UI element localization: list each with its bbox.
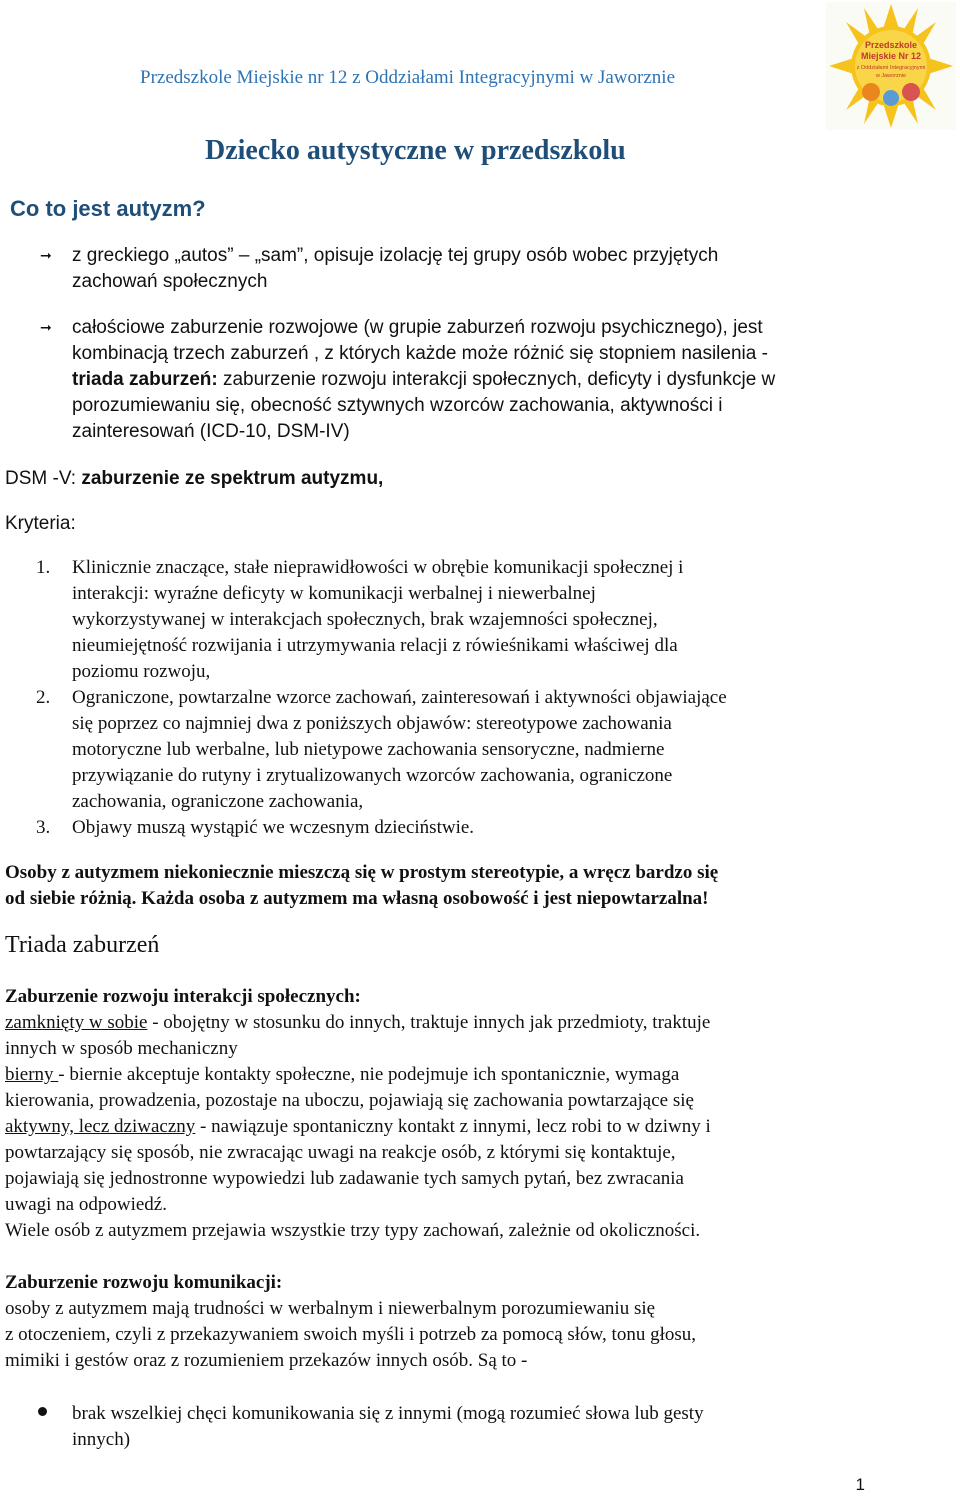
definition-item-2 [72,315,902,445]
logo-line-1: Przedszkole [864,40,918,50]
definition-line: kombinacją trzech zaburzeń , z których każde może różnić się stopniem nasilenia - [72,343,768,364]
logo-line-4: w Jaworznie [875,73,907,79]
type-closed: zamknięty w sobie - obojętny w stosunku do innych, traktuje innych jak przedmioty, traktuje [5,1012,711,1033]
definition-item-1 [72,243,902,295]
social-section: Zaburzenie rozwoju interakcji społecznych: zamknięty w sobie - obojętny w stosunku do innych, traktuje innych jak przedmioty, traktuje innych w sposób mechaniczny bierny - biernie akceptuje kontakty społeczne, nie podejmuje ich spontanicznie, wymaga kierowania, prowadzenia, pozostaje na uboczu, pojawiają się zachowania powtarzające się aktywny, lecz dziwaczny - nawiązuje spontaniczny kontakt z innymi, lecz robi to w dziwny i powtarzający się sposób, nie zwracając uwagi na reakcje osób, z którymi się kontaktuje, pojawiają się jednostronne wypowiedzi lub zadawanie tych samych pytań, bez zwracania uwagi na odpowiedź. Wiele osób z autyzmem przejawia wszystkie trzy typy zachowań, zależnie od okoliczności. [5,984,905,1244]
document-title: Dziecko autystyczne w przedszkolu [205,135,626,166]
triada-heading: Triada zaburzeń [5,932,160,958]
criteria-number: 1. [36,557,51,578]
social-summary: Wiele osób z autyzmem przejawia wszystkie trzy typy zachowań, zależnie od okoliczności. [5,1220,701,1241]
logo-line-2: Miejskie Nr 12 [860,51,922,61]
school-logo [826,2,956,130]
question-heading: Co to jest autyzm? [10,196,206,221]
criterion-2: Ograniczone, powtarzalne wzorce zachowań, zainteresowań i aktywności objawiające się poprzez co najmniej dwa z poniższych objawów: stereotypowe zachowania motoryczne lub werbalne, lub nietypowe zachowania sensoryczne, nadmierne przywiązanie do rutyny i zrytualizowanych wzorców zachowania, ograniczone zachowania, ograniczone zachowania, [72,687,727,812]
emphasis-paragraph: Osoby z autyzmem niekoniecznie mieszczą się w prostym stereotypie, a wręcz bardzo się od siebie różnią. Każda osoba z autyzmem ma własną osobowość i jest niepowtarzalna! [5,862,719,909]
definition-line: całościowe zaburzenie rozwojowe (w grupie zaburzeń rozwoju psychicznego), jest [72,317,763,338]
school-name-header: Przedszkole Miejskie nr 12 z Oddziałami Integracyjnymi w Jaworznie [140,67,675,88]
bullet-icon [38,1407,47,1416]
type-active-odd: aktywny, lecz dziwaczny - nawiązuje spontaniczny kontakt z innymi, lecz robi to w dziwny i [5,1116,711,1137]
bullet-item: brak wszelkiej chęci komunikowania się z innymi (mogą rozumieć słowa lub gesty innych) [72,1403,704,1450]
arrow-right-icon: ➞ [40,320,52,336]
logo-line-3: z Oddziałami Integracyjnymi [856,65,926,71]
triad-term: triada zaburzeń: [72,369,218,390]
definition-line: porozumiewaniu się, obecność sztywnych wzorców zachowania, aktywności i [72,395,723,416]
type-passive: bierny - biernie akceptuje kontakty społeczne, nie podejmuje ich spontanicznie, wymaga [5,1064,680,1085]
communication-heading: Zaburzenie rozwoju komunikacji: [5,1272,283,1293]
definition-line: z greckiego „autos” – „sam”, opisuje izolację tej grupy osób wobec przyjętych [72,245,719,266]
arrow-right-icon: ➞ [40,248,52,264]
criteria-label: Kryteria: [5,513,76,534]
criteria-number: 3. [36,817,51,838]
communication-section: Zaburzenie rozwoju komunikacji: osoby z autyzmem mają trudności w werbalnym i niewerbalnym porozumiewaniu się z otoczeniem, czyli z przekazywaniem swoich myśli i potrzeb za pomocą słów, tonu głosu, mimiki i gestów oraz z rozumieniem przekazów innych osób. Są to - [5,1270,905,1374]
criterion-1: Klinicznie znaczące, stałe nieprawidłowości w obrębie komunikacji społecznej i interakcji: wyraźne deficyty w komunikacji werbalnej i niewerbalnej wykorzystywanej w interakcjach społecznych, brak wzajemności społecznej, nieumiejętność rozwijania i utrzymywania relacji z rówieśnikami właściwej dla poziomu rozwoju, [72,557,684,682]
definition-line: zachowań społecznych [72,271,268,292]
dsm5-term: zaburzenie ze spektrum autyzmu, [81,468,384,489]
dsm5-line: DSM -V: zaburzenie ze spektrum autyzmu, [5,468,384,489]
social-heading: Zaburzenie rozwoju interakcji społecznych: [5,986,361,1007]
definition-line: zainteresowań (ICD-10, DSM-IV) [72,421,350,442]
definition-line: triada zaburzeń: zaburzenie rozwoju interakcji społecznych, deficyty i dysfunkcje w [72,369,776,390]
criterion-3: Objawy muszą wystąpić we wczesnym dzieciństwie. [72,817,475,838]
criteria-number: 2. [36,687,51,708]
page-number: 1 [855,1475,865,1494]
